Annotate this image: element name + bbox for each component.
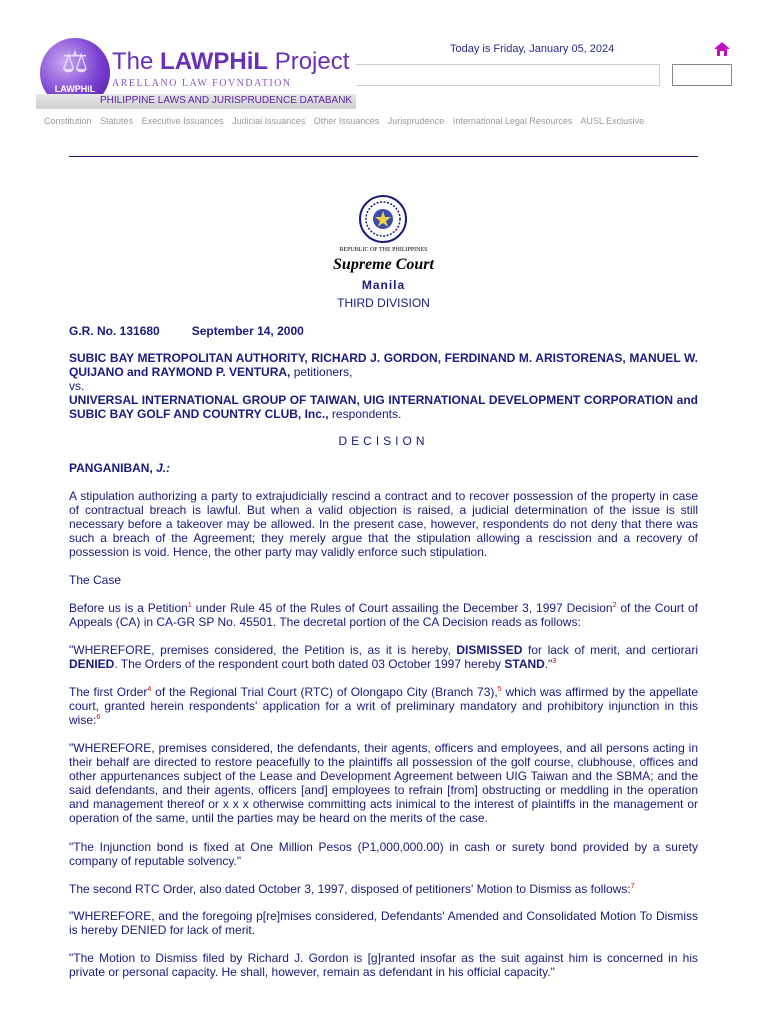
case-parties [69, 351, 698, 421]
nav-item-constitution[interactable]: Constitution [44, 116, 92, 126]
petitioners: SUBIC BAY METROPOLITAN AUTHORITY, RICHARD J. GORDON, FERDINAND M. ARISTORENAS, MANUEL W. QUIJANO and RAYMOND P. VENTURA, [69, 351, 698, 379]
footnote-link[interactable]: 3 [552, 658, 557, 665]
main-nav [44, 116, 744, 126]
ponente: PANGANIBAN, J.: [69, 461, 171, 475]
republic-label: REPUBLIC OF THE PHILIPPINES [339, 247, 428, 253]
court-division: THIRD DIVISION [337, 296, 430, 310]
footnote-link[interactable]: 2 [612, 602, 617, 609]
gr-number: G.R. No. 131680 [69, 324, 160, 338]
court-seal-icon [359, 195, 407, 243]
scales-of-justice-icon: ⚖ [61, 45, 89, 80]
nav-item-international-legal-resources[interactable]: International Legal Resources [452, 116, 573, 126]
nav-item-ausl-exclusive[interactable]: AUSL Exclusive [580, 116, 645, 126]
decision-heading: DECISION [338, 434, 429, 448]
versus: vs. [69, 379, 85, 393]
court-name: Supreme Court [333, 256, 434, 273]
nav-item-judicial-issuances[interactable]: Judicial Issuances [232, 116, 306, 126]
paragraph: A stipulation authorizing a party to extrajudicially rescind a contract and to recover possession of the property in case of contractual breach is lawful. But when a valid objection is raised, a judicial determination of the issue is still necessary before a takeover may be allowed. In the present case, however, respondents do not deny that there was such a breach of the Agreement; they merely argue that the stipulation allowing a rescission and a recovery of possession is void. Hence, the other party may validly enforce such stipulation. [69, 489, 698, 559]
databank-band [36, 94, 356, 109]
footnote-link[interactable]: 4 [147, 686, 152, 693]
quote: "WHEREFORE, and the foregoing p[re]mises considered, Defendants' Amended and Consolidated Motion To Dismiss is hereby DENIED for lack of merit. [69, 909, 698, 937]
respondents: UNIVERSAL INTERNATIONAL GROUP OF TAIWAN, UIG INTERNATIONAL DEVELOPMENT CORPORATION and SUBIC BAY GOLF AND COUNTRY CLUB, Inc., [69, 393, 698, 421]
case-date: September 14, 2000 [191, 324, 304, 338]
search-input[interactable] [672, 64, 732, 86]
section-heading-the-case: The Case [69, 573, 122, 587]
paragraph: The second RTC Order, also dated October 3, 1997, disposed of petitioners' Motion to Dismiss as follows:$^7$ [69, 882, 635, 896]
court-city: Manila [361, 278, 406, 292]
nav-item-statutes[interactable]: Statutes [100, 116, 134, 126]
logo-label: LAWPHiL [54, 84, 96, 94]
petitioners-role: petitioners, [290, 365, 353, 379]
footnote-link[interactable]: 5 [497, 686, 502, 693]
case-number-line [69, 324, 698, 338]
nav-item-executive-issuances[interactable]: Executive Issuances [141, 116, 224, 126]
home-icon[interactable] [714, 42, 730, 56]
paragraph: Before us is a Petition$^1$ under Rule 45 of the Rules of Court assailing the December 3, 1997 Decision$^2$ of the Court of Appeals (CA) in CA-GR SP No. 45501. The decretal portion of the CA Decision reads as follows: [69, 601, 698, 629]
foundation-name: ARELLANO LAW FOVNDATION [112, 78, 292, 89]
today-date: Today is Friday, January 05, 2024 [450, 43, 615, 55]
respondents-role: respondents. [328, 407, 402, 421]
search-bar-decoration [356, 64, 660, 86]
site-header [0, 0, 768, 135]
footnote-link[interactable]: 7 [630, 883, 635, 890]
quote: "The Motion to Dismiss filed by Richard J. Gordon is [g]ranted insofar as the suit against him is concerned in his private or personal capacity. He shall, however, remain as defendant in his official capacity." [69, 951, 698, 979]
quote: "WHEREFORE, premises considered, the defendants, their agents, officers and employees, and all persons acting in their behalf are directed to restore peacefully to the plaintiffs all possession of the golf course, clubhouse, offices and other appurtenances subject of the Lease and Development Agreement between UIG Taiwan and the SBMA; and the said defendants, and their agents, officers [and] employees to refrain [from] obstructing or meddling in the operation and management thereof or x x x otherwise committing acts inimical to the interest of plaintiffs in the management or operation of the same, until the parties may be heard on the merits of the case. [69, 741, 698, 825]
quote: "WHEREFORE, premises considered, the Petition is, as it is hereby, DISMISSED for lack of merit, and certiorari DENIED. The Orders of the respondent court both dated 03 October 1997 hereby STAND."$^3$ [69, 643, 698, 671]
footnote-link[interactable]: 6 [96, 714, 101, 721]
nav-item-jurisprudence[interactable]: Jurisprudence [387, 116, 445, 126]
footnote-link[interactable]: 1 [187, 602, 192, 609]
databank-label: PHILIPPINE LAWS AND JURISPRUDENCE DATABANK [100, 95, 353, 106]
nav-item-other-issuances[interactable]: Other Issuances [313, 116, 380, 126]
paragraph: The first Order$^4$ of the Regional Trial Court (RTC) of Olongapo City (Branch 73),$^5$ which was affirmed by the appellate court, granted herein respondents' application for a writ of preliminary mandatory and prohibitory injunction in this wise:$^6$ [69, 685, 699, 727]
quote: "The Injunction bond is fixed at One Million Pesos (P1,000,000.00) in cash or surety bond provided by a surety company of reputable solvency." [69, 840, 698, 868]
divider [69, 156, 698, 157]
site-title[interactable]: The LAWPHiL Project [112, 48, 350, 75]
